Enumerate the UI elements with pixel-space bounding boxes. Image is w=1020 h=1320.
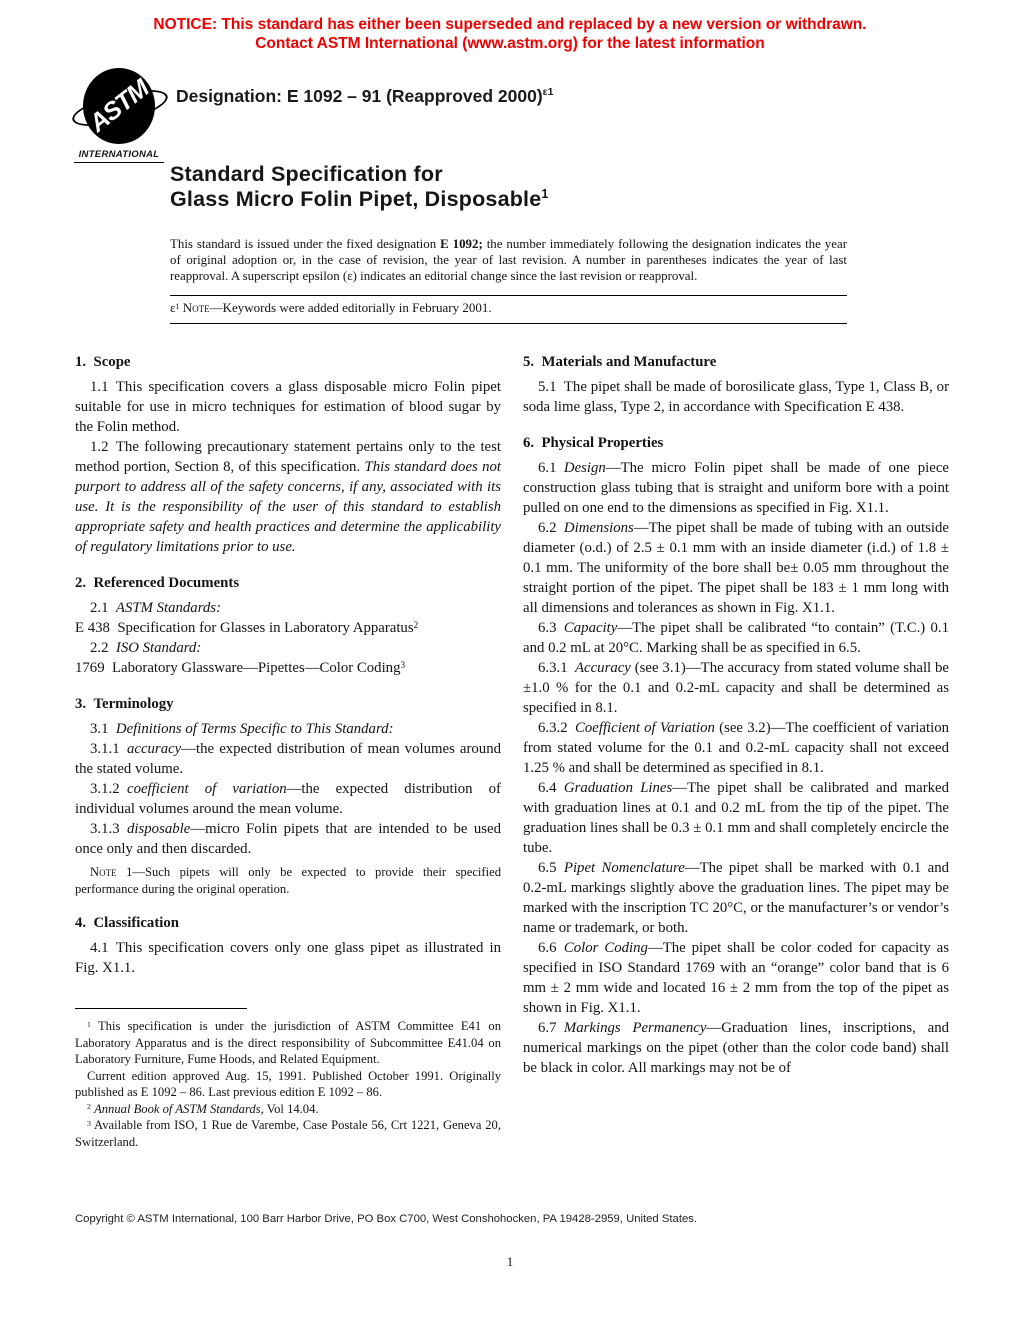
text-run: —Graduation lines, inscriptions, and numerical markings on the pipet (other than the color code band) shall be black in color. All markings may not be of [523, 1020, 949, 1076]
section-heading: 5. Materials and Manufacture [523, 354, 717, 370]
column-right [523, 352, 949, 1150]
text-run: ASTM Standards: [115, 600, 221, 616]
text-run: Note 1 [90, 865, 133, 879]
text-run: Annual Book of ASTM Standards, [94, 1101, 264, 1116]
text-run: 2.2 [90, 640, 116, 656]
footnotes [75, 1008, 501, 1150]
logo-caption: INTERNATIONAL [74, 149, 164, 163]
text-run: 6.3.1 [538, 660, 575, 676]
text-run: Capacity [563, 620, 618, 636]
text-run: 6.6 [538, 940, 564, 956]
text-run: 1 [175, 301, 180, 311]
footnote-rule [75, 1008, 247, 1009]
paragraph [523, 518, 949, 618]
superseded-notice [0, 16, 1020, 53]
paragraph [75, 658, 501, 678]
text-run: the number immediately following the designation indicates the year of original adoption or, in the case of revision, the year of last revision. A number in parentheses indicates the year of last reapproval. A superscript epsilon (ε) indicates an editorial change since the last revision or reapproval. [170, 237, 847, 283]
paragraph [75, 618, 501, 638]
section-heading: 4. Classification [75, 915, 179, 931]
text-run: —The pipet shall be made of tubing with an outside diameter (o.d.) of 2.5 ± 0.1 mm with an inside diameter (i.d.) of 1.8 ± 0.1 mm. The uniformity of the bore shall be± 0.05 mm throughout the straight portion of the pipet. The pipet shall be 183 ± 1 mm long with all dimensions and tolerances as shown in Fig. X1.1. [523, 520, 949, 616]
text-run: 1.2 The following precautionary statement pertains only to the test method portion, Section 8, of this specification. [75, 439, 501, 475]
notice-line-1: NOTICE: This standard has either been superseded and replaced by a new version or withdrawn. [153, 16, 867, 33]
designation-superscript: ε1 [542, 86, 554, 98]
section-heading: 6. Physical Properties [523, 435, 664, 451]
editorial-note [170, 300, 847, 316]
text-run: 2 [87, 1102, 91, 1111]
paragraph [75, 719, 501, 739]
text-run: 1 [87, 1019, 91, 1029]
title-line-2: Glass Micro Folin Pipet, Disposable [170, 187, 542, 211]
text-run: Definitions of Terms Specific to This Standard: [115, 721, 394, 737]
paragraph [75, 598, 501, 618]
text-run: 6.5 [538, 860, 564, 876]
footnote [75, 1101, 501, 1118]
column-left [75, 352, 501, 1150]
text-run: 3 [87, 1118, 91, 1128]
text-run: —Keywords were added editorially in February 2001. [209, 300, 492, 316]
text-run: 4.1 This specification covers only one glass pipet as illustrated in Fig. X1.1. [75, 940, 501, 976]
text-run: 6.7 [538, 1020, 564, 1036]
text-run: disposable [127, 821, 191, 837]
text-run: 6.1 [538, 460, 564, 476]
editorial-note-band [170, 295, 847, 324]
section-heading: 2. Referenced Documents [75, 575, 240, 591]
copyright-line: Copyright © ASTM International, 100 Barr Harbor Drive, PO Box C700, West Conshohocken, PA 19428-2959, United States. [75, 1213, 698, 1225]
text-run: —The pipet shall be calibrated and marked with graduation lines at 0.1 and 0.2 mL from the tip of the pipet. The graduation lines shall be 0.3 ± 0.1 mm and shall completely encircle the tube. [523, 780, 949, 856]
text-run: Dimensions [563, 520, 634, 536]
text-run: Accuracy [575, 660, 631, 676]
paragraph [75, 377, 501, 437]
paragraph [523, 938, 949, 1018]
text-run: 3.1.3 [90, 821, 127, 837]
section-heading: 1. Scope [75, 354, 131, 370]
text-run: ε [170, 300, 176, 316]
text-run: (see 3.2)—The coefficient of variation from stated volume for the 0.1 and 0.2-mL capacity shall not exceed 1.25 % and shall be determined as specified in 8.1. [523, 720, 949, 776]
text-run: E 1092; [440, 237, 483, 251]
text-run: 5.1 The pipet shall be made of borosilicate glass, Type 1, Class B, or soda lime glass, Type 2, in accordance with Specification E 438. [523, 379, 949, 415]
paragraph [75, 739, 501, 779]
text-run: 3.1.2 [90, 781, 127, 797]
text-run: —The pipet shall be calibrated “to contain” (T.C.) 0.1 and 0.2 mL at 20°C. Marking shall be as specified in 6.5. [523, 620, 949, 656]
text-run: 6.3.2 [538, 720, 575, 736]
footnote [75, 1018, 501, 1068]
footnote [75, 1068, 501, 1101]
text-run: This standard is issued under the fixed designation [170, 237, 441, 251]
text-run: Note [182, 300, 210, 316]
paragraph [523, 377, 949, 417]
preamble [170, 237, 847, 284]
text-run: 3.1 [90, 721, 116, 737]
paragraph [75, 779, 501, 819]
text-run: 2 [413, 619, 419, 630]
astm-logo-emblem [80, 68, 158, 146]
text-run: E 438 Specification for Glasses in Laboratory Apparatus [75, 620, 414, 636]
paragraph [523, 778, 949, 858]
text-run: Graduation Lines [563, 780, 673, 796]
designation-text: Designation: E 1092 – 91 (Reapproved 2000) [176, 86, 543, 106]
notice-line-2: Contact ASTM International (www.astm.org) for the latest information [255, 34, 765, 52]
paragraph [523, 718, 949, 778]
text-run: —micro Folin pipets that are intended to be used once only and then discarded. [75, 821, 501, 857]
text-run: 3.1.1 [90, 741, 127, 757]
paragraph [75, 437, 501, 557]
title-superscript: 1 [541, 187, 549, 201]
text-run: This specification is under the jurisdiction of ASTM Committee E41 on Laboratory Apparatus and is the direct responsibility of Subcommittee E41.04 on Laboratory Furniture, Fume Hoods, and Related Equipment. [75, 1019, 501, 1066]
text-run: —Such pipets will only be expected to provide their specified performance during the original operation. [75, 865, 501, 896]
paragraph [523, 1018, 949, 1078]
text-run: Available from ISO, 1 Rue de Varembe, Case Postale 56, Crt 1221, Geneva 20, Switzerland. [75, 1118, 501, 1149]
text-run: 3 [400, 659, 406, 670]
paragraph [75, 938, 501, 978]
text-run: 6.2 [538, 520, 564, 536]
body-columns [75, 352, 949, 1150]
paragraph [523, 858, 949, 938]
paragraph [523, 658, 949, 718]
paragraph [523, 458, 949, 518]
note-paragraph [75, 864, 501, 897]
paragraph [523, 618, 949, 658]
text-run: Color Coding [563, 940, 648, 956]
text-run: (see 3.1)—The accuracy from stated volume shall be ±1.0 % for the 0.1 and 0.2-mL capacity and shall be determined as specified in 8.1. [523, 660, 949, 716]
section-heading: 3. Terminology [75, 696, 174, 712]
text-run: accuracy [127, 741, 182, 757]
text-run: ISO Standard: [115, 640, 202, 656]
text-run: 1.1 This specification covers a glass disposable micro Folin pipet suitable for use in micro techniques for estimation of blood sugar by the Folin method. [75, 379, 501, 435]
page-title [170, 162, 847, 215]
title-block [170, 162, 847, 324]
text-run: Design [563, 460, 606, 476]
text-run: coefficient of variation [127, 781, 287, 797]
text-run: 2.1 [90, 600, 116, 616]
text-run: 1769 Laboratory Glassware—Pipettes—Color Coding [75, 660, 401, 676]
text-run: Current edition approved Aug. 15, 1991. Published October 1991. Originally published as E 1092 – 86. Last previous edition E 1092 – 86. [75, 1068, 501, 1099]
designation-line [176, 86, 554, 107]
text-run: This standard does not purport to address all of the safety concerns, if any, associated with its use. It is the responsibility of the user of this standard to establish appropriate safety and health practices and determine the applicability of regulatory limitations prior to use. [75, 459, 501, 555]
astm-logo [74, 68, 164, 163]
text-run: Vol 14.04. [263, 1101, 319, 1116]
page-number: 1 [506, 1254, 514, 1269]
logo-acronym: ASTM [83, 74, 154, 138]
text-run: —the expected distribution of individual volumes around the mean volume. [75, 781, 501, 817]
text-run: —The micro Folin pipet shall be made of one piece construction glass tubing that is straight and uniform bore with a point pulled on one end to the dimensions as specified in Fig. X1.1. [523, 460, 949, 516]
title-line-1: Standard Specification for [170, 162, 443, 186]
text-run: Pipet Nomenclature [563, 860, 685, 876]
text-run: Coefficient of Variation [575, 720, 715, 736]
text-run: 6.4 [538, 780, 564, 796]
text-run: —The pipet shall be color coded for capacity as specified in ISO Standard 1769 with an “orange” color band that is 6 mm ± 2 mm wide and located 16 ± 2 mm from the top of the pipet as shown in Fig. X1.1. [523, 940, 950, 1016]
text-run: —The pipet shall be marked with 0.1 and 0.2-mL markings slightly above the graduation lines. The pipet may be marked with the inscription TC 20°C, or the manufacturer’s or vendor’s name or trademark, or both. [523, 860, 949, 936]
text-run: 6.3 [538, 620, 564, 636]
text-run: —the expected distribution of mean volumes around the stated volume. [75, 741, 501, 777]
paragraph [75, 638, 501, 658]
text-run: Markings Permanency [563, 1020, 707, 1036]
footnote [75, 1117, 501, 1150]
paragraph [75, 819, 501, 859]
